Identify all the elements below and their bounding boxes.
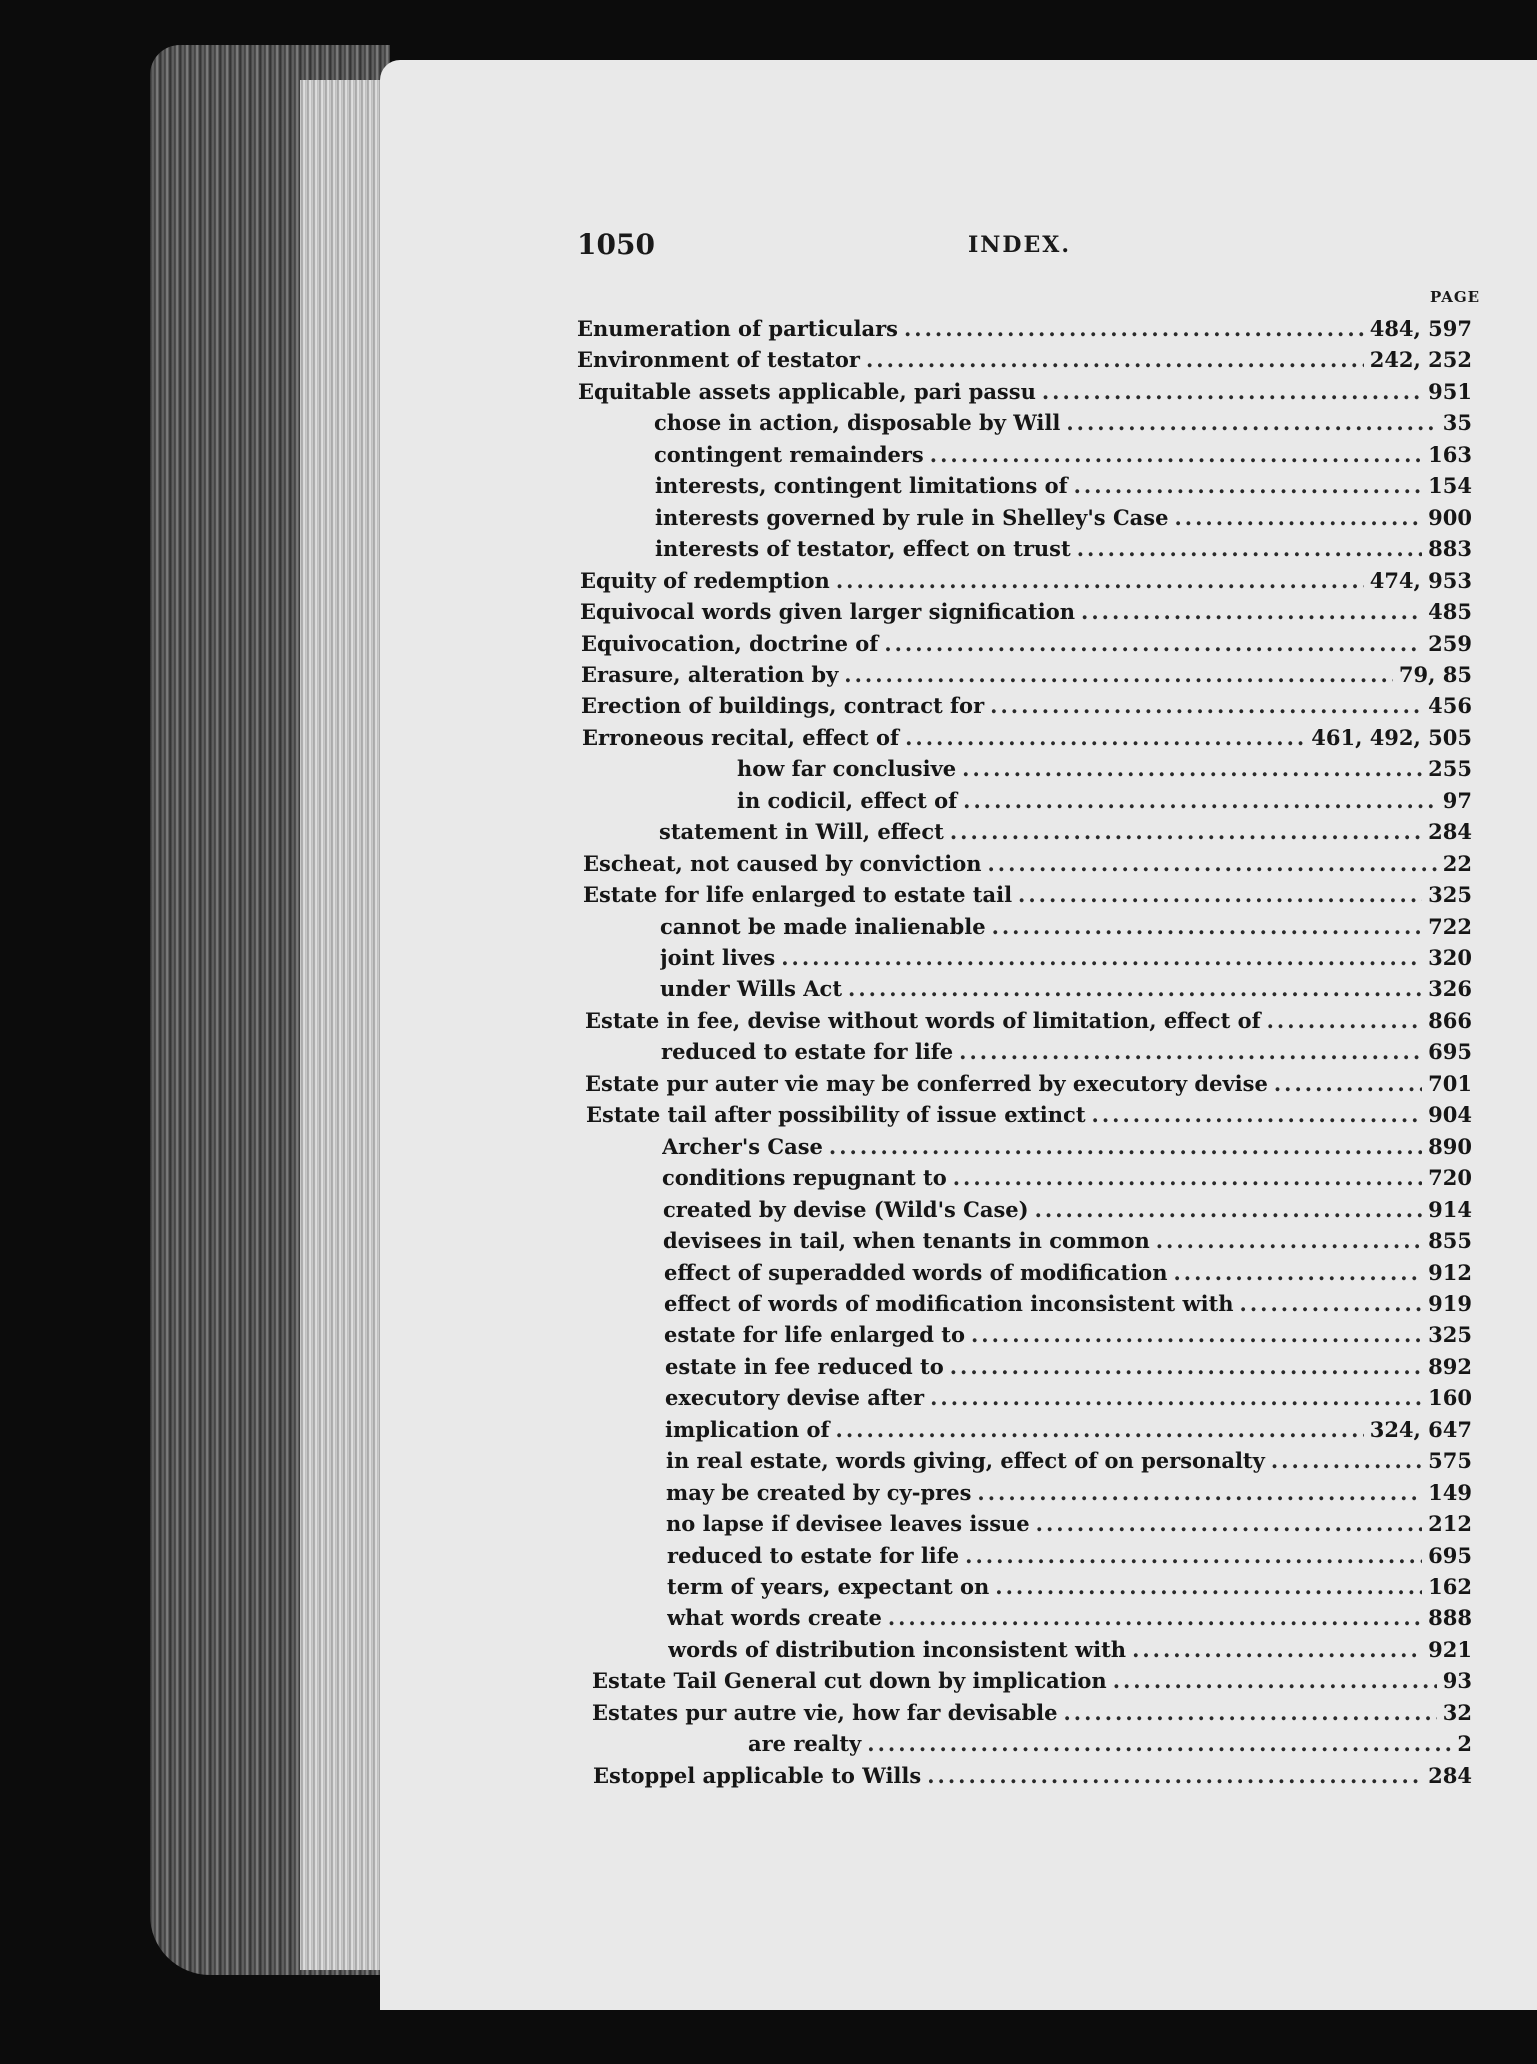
dot-leader xyxy=(844,662,1393,687)
index-page-ref: 951 xyxy=(1428,378,1472,404)
dot-leader xyxy=(888,1605,1422,1630)
index-term: interests governed by rule in Shelley's Case xyxy=(655,504,1169,530)
dot-leader xyxy=(959,1039,1422,1064)
index-page-ref: 914 xyxy=(1428,1196,1472,1222)
index-page-ref: 484, 597 xyxy=(1369,316,1472,341)
index-page-ref: 912 xyxy=(1428,1259,1472,1285)
index-page-ref: 163 xyxy=(1428,441,1472,467)
index-term: Erasure, alteration by xyxy=(581,661,839,687)
index-page-ref: 474, 953 xyxy=(1369,567,1472,593)
index-entry xyxy=(593,1763,1472,1793)
index-page-ref: 2 xyxy=(1457,1731,1472,1757)
index-entry xyxy=(663,1228,1472,1258)
index-term: may be created by cy-pres xyxy=(666,1479,972,1505)
index-entry xyxy=(654,410,1472,440)
dot-leader xyxy=(884,631,1422,656)
index-term: Equivocation, doctrine of xyxy=(581,630,879,656)
index-page-ref: 259 xyxy=(1428,630,1472,656)
index-page-ref: 326 xyxy=(1428,976,1472,1002)
dot-leader xyxy=(987,851,1436,876)
index-term: Erroneous recital, effect of xyxy=(582,724,900,750)
index-page-ref: 35 xyxy=(1442,410,1472,436)
index-page-ref: 919 xyxy=(1428,1290,1472,1316)
dot-leader xyxy=(1156,1228,1422,1253)
index-entry xyxy=(655,536,1472,566)
index-term: executory devise after xyxy=(665,1385,925,1411)
dot-leader xyxy=(962,756,1422,781)
index-entry xyxy=(581,693,1472,723)
index-term: interests, contingent limitations of xyxy=(655,473,1068,499)
dot-leader xyxy=(930,442,1422,467)
index-term: effect of words of modification inconsistent with xyxy=(664,1290,1234,1316)
index-page-ref: 892 xyxy=(1428,1353,1472,1379)
dot-leader xyxy=(950,819,1422,844)
index-page-ref: 325 xyxy=(1428,1322,1472,1348)
index-page-ref: 320 xyxy=(1428,945,1472,970)
index-term: cannot be made inalienable xyxy=(660,913,986,939)
index-term: Estate for life enlarged to estate tail xyxy=(583,882,1013,908)
index-term: conditions repugnant to xyxy=(662,1165,947,1191)
index-page-ref: 284 xyxy=(1428,819,1472,845)
dot-leader xyxy=(930,1385,1422,1410)
index-entry xyxy=(666,1511,1472,1541)
index-entry xyxy=(580,599,1472,629)
index-term: chose in action, disposable by Will xyxy=(654,410,1061,436)
index-term: reduced to estate for life xyxy=(667,1542,960,1568)
index-term: reduced to estate for life xyxy=(661,1039,954,1065)
index-term: Estoppel applicable to Wills xyxy=(593,1762,922,1788)
index-entry xyxy=(654,442,1472,472)
dot-leader xyxy=(836,568,1364,593)
index-entry xyxy=(667,1574,1472,1604)
index-entry xyxy=(664,1260,1472,1290)
index-term: under Wills Act xyxy=(660,976,843,1002)
dot-leader xyxy=(1173,1260,1422,1285)
index-page-ref: 22 xyxy=(1442,850,1472,876)
page-title: INDEX. xyxy=(968,232,1071,258)
index-term: Erection of buildings, contract for xyxy=(581,693,985,719)
index-entry xyxy=(667,1605,1472,1635)
index-entry xyxy=(580,568,1472,598)
index-entry xyxy=(662,1134,1472,1164)
index-page-ref: 242, 252 xyxy=(1369,347,1472,373)
index-page-ref: 461, 492, 505 xyxy=(1311,724,1472,750)
dot-leader xyxy=(971,1322,1422,1347)
index-term: estate for life enlarged to xyxy=(664,1322,965,1348)
index-entry xyxy=(660,976,1472,1006)
index-term: Equivocal words given larger signification xyxy=(580,599,1076,625)
index-page-ref: 890 xyxy=(1428,1133,1472,1159)
index-page-ref: 32 xyxy=(1442,1699,1472,1725)
index-page-ref: 160 xyxy=(1428,1385,1472,1411)
index-term: in codicil, effect of xyxy=(737,787,958,813)
index-term: statement in Will, effect xyxy=(659,819,944,845)
index-entry xyxy=(666,1480,1472,1510)
index-page-ref: 921 xyxy=(1428,1636,1472,1662)
index-page-ref: 149 xyxy=(1428,1479,1472,1505)
index-entry xyxy=(668,1637,1472,1667)
index-term: Estates pur autre vie, how far devisable xyxy=(592,1699,1058,1725)
index-page-ref: 904 xyxy=(1428,1102,1472,1128)
index-entry xyxy=(577,347,1472,377)
index-entry xyxy=(666,1448,1472,1478)
index-term: effect of superadded words of modification xyxy=(664,1259,1168,1285)
index-term: devisees in tail, when tenants in common xyxy=(663,1228,1150,1254)
index-term: implication of xyxy=(665,1416,830,1442)
index-page-ref: 722 xyxy=(1428,913,1472,939)
dot-leader xyxy=(992,914,1423,939)
dot-leader xyxy=(1240,1291,1423,1316)
index-term: Escheat, not caused by conviction xyxy=(583,850,982,876)
dot-leader xyxy=(866,347,1364,372)
index-term: Estate tail after possibility of issue extinct xyxy=(586,1102,1086,1128)
index-term: what words create xyxy=(667,1605,882,1631)
dot-leader xyxy=(1036,1511,1423,1536)
dot-leader xyxy=(1077,536,1422,561)
index-page-ref: 485 xyxy=(1428,599,1472,625)
index-term: Estate Tail General cut down by implication xyxy=(592,1668,1107,1694)
index-entry xyxy=(583,882,1472,912)
index-page-ref: 855 xyxy=(1428,1228,1472,1254)
index-page-ref: 154 xyxy=(1428,473,1472,499)
dot-leader xyxy=(1042,379,1422,404)
index-page-ref: 695 xyxy=(1428,1039,1472,1065)
index-page-ref: 79, 85 xyxy=(1398,661,1472,687)
index-page-ref: 866 xyxy=(1428,1007,1472,1033)
dot-leader xyxy=(1035,1197,1423,1222)
page-number: 1050 xyxy=(577,228,655,261)
index-entry xyxy=(659,819,1472,849)
dot-leader xyxy=(905,725,1305,750)
index-term: are realty xyxy=(748,1731,862,1757)
dot-leader xyxy=(1066,410,1436,435)
index-entry xyxy=(655,505,1472,535)
index-page-ref: 284 xyxy=(1428,1762,1472,1788)
index-term: Estate in fee, devise without words of limitation, effect of xyxy=(585,1007,1261,1033)
dot-leader xyxy=(927,1763,1422,1788)
index-term: how far conclusive xyxy=(737,756,957,782)
index-term: estate in fee reduced to xyxy=(665,1353,944,1379)
index-page-ref: 695 xyxy=(1428,1542,1472,1568)
index-entry xyxy=(748,1731,1472,1761)
dot-leader xyxy=(990,693,1422,718)
index-entry xyxy=(661,1039,1472,1069)
index-entry xyxy=(586,1102,1472,1132)
index-page-ref: 575 xyxy=(1428,1448,1472,1474)
dot-leader xyxy=(848,976,1422,1001)
index-term: Archer's Case xyxy=(662,1133,823,1159)
index-entry xyxy=(578,379,1472,409)
dot-leader xyxy=(781,945,1422,970)
index-entry xyxy=(582,725,1472,755)
dot-leader xyxy=(1132,1637,1422,1662)
index-term: in real estate, words giving, effect of on personalty xyxy=(666,1448,1265,1474)
dot-leader xyxy=(904,316,1364,341)
index-entry xyxy=(592,1668,1472,1698)
index-term: interests of testator, effect on trust xyxy=(655,536,1071,562)
dot-leader xyxy=(1271,1448,1422,1473)
index-page-ref: 93 xyxy=(1442,1668,1472,1694)
index-entry xyxy=(585,1008,1472,1038)
dot-leader xyxy=(829,1134,1422,1159)
dot-leader xyxy=(953,1165,1422,1190)
index-term: Enumeration of particulars xyxy=(577,316,898,341)
dot-leader xyxy=(1274,1071,1422,1096)
dot-leader xyxy=(1074,473,1423,498)
index-entry xyxy=(663,1197,1472,1227)
index-entry xyxy=(581,662,1472,692)
index-page-ref: 900 xyxy=(1428,504,1472,530)
index-entry xyxy=(667,1543,1472,1573)
dot-leader xyxy=(965,1543,1422,1568)
index-term: joint lives xyxy=(660,945,776,970)
index-page-ref: 883 xyxy=(1428,536,1472,562)
index-page-ref: 701 xyxy=(1428,1070,1472,1096)
dot-leader xyxy=(867,1731,1451,1756)
dot-leader xyxy=(1113,1668,1437,1693)
index-entry xyxy=(665,1385,1472,1415)
index-page-ref: 162 xyxy=(1428,1574,1472,1599)
index-term: contingent remainders xyxy=(654,441,924,467)
index-entry xyxy=(664,1322,1472,1352)
index-entry xyxy=(581,631,1472,661)
index-term: term of years, expectant on xyxy=(667,1574,990,1599)
index-page-ref: 888 xyxy=(1428,1605,1472,1631)
index-page-ref: 255 xyxy=(1428,756,1472,782)
index-entry xyxy=(662,1165,1472,1195)
dot-leader xyxy=(977,1480,1422,1505)
index-page-ref: 97 xyxy=(1442,787,1472,813)
index-term: Estate pur auter vie may be conferred by executory devise xyxy=(585,1070,1268,1096)
index-term: Equity of redemption xyxy=(580,567,830,593)
dot-leader xyxy=(1267,1008,1423,1033)
index-entry xyxy=(592,1700,1472,1730)
index-page-ref: 325 xyxy=(1428,882,1472,908)
index-page-ref: 456 xyxy=(1428,693,1472,719)
index-term: words of distribution inconsistent with xyxy=(668,1636,1127,1662)
index-entry xyxy=(664,1291,1472,1321)
index-entry xyxy=(585,1071,1472,1101)
index-page-ref: 720 xyxy=(1428,1165,1472,1191)
index-term: Environment of testator xyxy=(577,347,860,373)
dot-leader xyxy=(1081,599,1422,624)
dot-leader xyxy=(1018,882,1422,907)
index-entry xyxy=(737,756,1472,786)
dot-leader xyxy=(950,1354,1422,1379)
index-entry xyxy=(737,788,1472,818)
dot-leader xyxy=(963,788,1437,813)
index-term: no lapse if devisee leaves issue xyxy=(666,1511,1030,1537)
index-entry xyxy=(583,851,1472,881)
dot-leader xyxy=(1174,505,1422,530)
index-entry xyxy=(660,945,1472,975)
dot-leader xyxy=(836,1417,1364,1442)
index-page-ref: 324, 647 xyxy=(1369,1416,1472,1442)
dot-leader xyxy=(1092,1102,1423,1127)
index-page-ref: 212 xyxy=(1428,1511,1472,1537)
index-entry xyxy=(665,1417,1472,1447)
dot-leader xyxy=(995,1574,1422,1599)
index-entry xyxy=(655,473,1472,503)
index-term: created by devise (Wild's Case) xyxy=(663,1196,1029,1222)
index-entry xyxy=(660,914,1472,944)
index-entry xyxy=(577,316,1472,346)
index-entry xyxy=(665,1354,1472,1384)
page-column-label: PAGE xyxy=(1430,288,1481,306)
dot-leader xyxy=(1064,1700,1437,1725)
index-term: Equitable assets applicable, pari passu xyxy=(578,378,1036,404)
